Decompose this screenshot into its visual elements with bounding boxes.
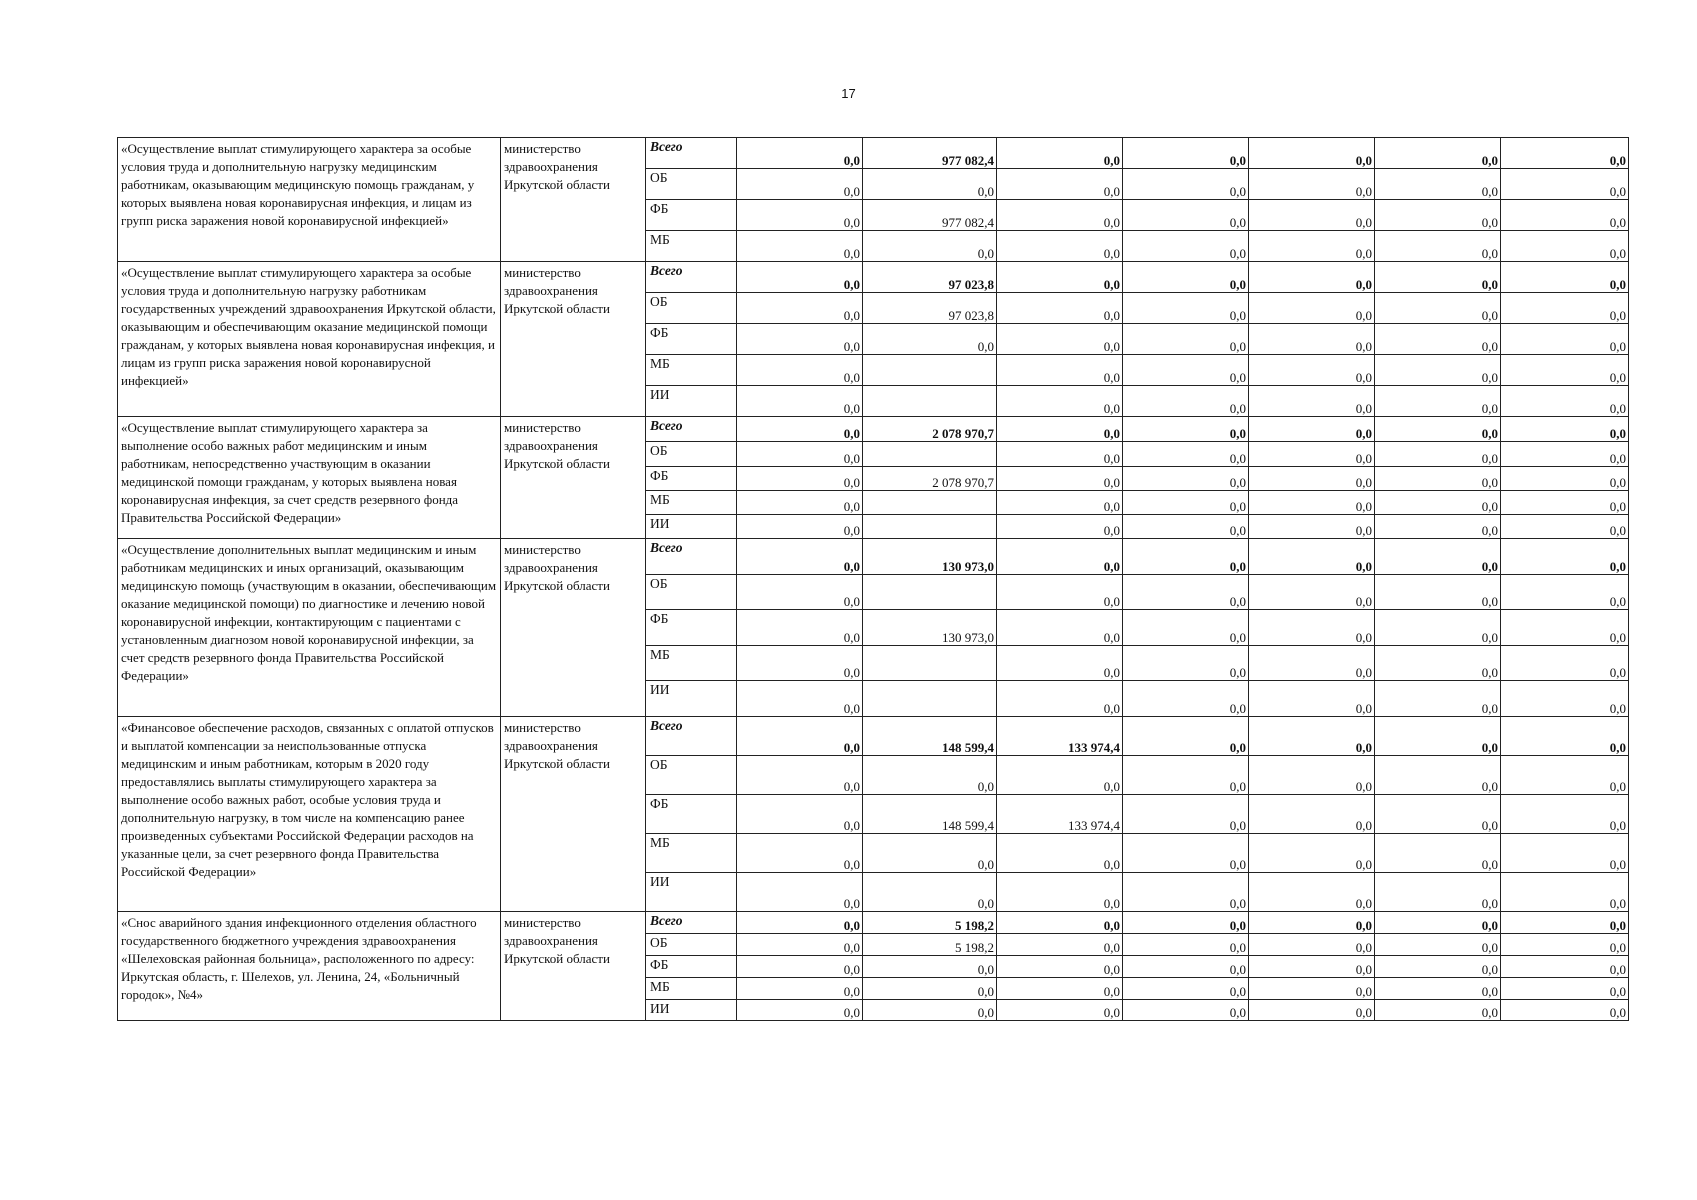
amount-cell: 0,0 [1501,515,1629,539]
funding-source: МБ [646,834,737,873]
amount-cell: 0,0 [1249,293,1375,324]
amount-cell: 0,0 [1375,417,1501,442]
page-number: 17 [841,86,856,101]
amount-cell: 0,0 [737,467,863,491]
amount-cell: 0,0 [1375,646,1501,681]
amount-cell: 0,0 [1249,231,1375,262]
amount-cell: 0,0 [1123,467,1249,491]
amount-cell: 0,0 [1123,491,1249,515]
amount-cell: 0,0 [1123,515,1249,539]
funding-source: МБ [646,355,737,386]
amount-cell: 0,0 [1501,386,1629,417]
amount-cell: 0,0 [1501,138,1629,169]
amount-cell: 0,0 [737,934,863,956]
amount-cell: 0,0 [1249,873,1375,912]
amount-cell: 0,0 [1375,324,1501,355]
amount-cell: 0,0 [997,610,1123,646]
amount-cell: 0,0 [1501,912,1629,934]
amount-cell: 0,0 [737,1000,863,1021]
measure-description: «Осуществление дополнительных выплат медицинским и иным работникам медицинских и иных организаций, оказывающим медицинскую помощь (участвующим в оказании, обеспечивающим оказание медицинской помощи) по диагностике и лечению новой коронавирусной инфекции, контактирующим с пациентами с установленным диагнозом новой коронавирусной инфекции, за счет средств резервного фонда Правительства Российской Федерации» [118,539,501,717]
amount-cell: 0,0 [1123,1000,1249,1021]
funding-source: ОБ [646,442,737,467]
amount-cell: 0,0 [1501,293,1629,324]
amount-cell: 0,0 [1501,491,1629,515]
amount-cell: 0,0 [863,956,997,978]
amount-cell: 0,0 [1501,467,1629,491]
amount-cell: 0,0 [997,200,1123,231]
amount-cell: 0,0 [1501,231,1629,262]
amount-cell: 0,0 [1249,756,1375,795]
amount-cell: 0,0 [1249,262,1375,293]
amount-cell: 0,0 [737,200,863,231]
funding-source: ФБ [646,956,737,978]
amount-cell: 0,0 [737,491,863,515]
amount-cell: 0,0 [1123,795,1249,834]
amount-cell: 0,0 [1249,324,1375,355]
amount-cell: 0,0 [1249,491,1375,515]
measure-description: «Финансовое обеспечение расходов, связанных с оплатой отпусков и выплатой компенсации за неиспользованные отпуска медицинским и иным работникам, которым в 2020 году предоставлялись выплаты стимулирующего характера за выполнение особо важных работ, особые условия труда и дополнительную нагрузку, в том числе на компенсацию ранее произведенных субъектами Российской Федерации расходов на указанные цели, за счет резервного фонда Правительства Российской Федерации» [118,717,501,912]
amount-cell [863,575,997,610]
amount-cell: 0,0 [1501,834,1629,873]
amount-cell: 0,0 [1249,442,1375,467]
table-row [118,417,1629,442]
funding-source: ИИ [646,386,737,417]
amount-cell: 0,0 [1501,956,1629,978]
amount-cell: 97 023,8 [863,293,997,324]
amount-cell: 0,0 [997,442,1123,467]
amount-cell: 0,0 [1375,681,1501,717]
amount-cell: 133 974,4 [997,717,1123,756]
amount-cell: 0,0 [1501,539,1629,575]
amount-cell: 0,0 [737,717,863,756]
amount-cell: 0,0 [997,873,1123,912]
amount-cell: 0,0 [1501,646,1629,681]
amount-cell: 0,0 [1123,575,1249,610]
amount-cell: 0,0 [737,681,863,717]
responsible-organization: министерство здравоохранения Иркутской области [501,417,646,539]
funding-source: ФБ [646,467,737,491]
amount-cell: 0,0 [1501,795,1629,834]
amount-cell: 0,0 [997,417,1123,442]
amount-cell: 0,0 [1501,1000,1629,1021]
amount-cell: 0,0 [997,515,1123,539]
amount-cell: 0,0 [1123,539,1249,575]
amount-cell: 0,0 [863,324,997,355]
measure-description: «Снос аварийного здания инфекционного отделения областного государственного бюджетного учреждения здравоохранения «Шелеховская районная больница», расположенного по адресу: Иркутская область, г. Шелехов, ул. Ленина, 24, «Больничный городок», №4» [118,912,501,1021]
amount-cell: 0,0 [1501,756,1629,795]
funding-source: ИИ [646,515,737,539]
amount-cell: 0,0 [1501,169,1629,200]
funding-source: МБ [646,646,737,681]
amount-cell: 97 023,8 [863,262,997,293]
amount-cell: 0,0 [1123,756,1249,795]
amount-cell: 0,0 [1249,138,1375,169]
amount-cell: 0,0 [1123,646,1249,681]
amount-cell: 0,0 [1501,262,1629,293]
amount-cell: 0,0 [997,834,1123,873]
funding-source: МБ [646,231,737,262]
amount-cell: 0,0 [1501,417,1629,442]
amount-cell: 977 082,4 [863,200,997,231]
amount-cell: 0,0 [1123,912,1249,934]
amount-cell: 0,0 [1375,293,1501,324]
amount-cell: 133 974,4 [997,795,1123,834]
amount-cell: 0,0 [1123,200,1249,231]
amount-cell: 0,0 [1375,539,1501,575]
amount-cell: 148 599,4 [863,717,997,756]
responsible-organization: министерство здравоохранения Иркутской области [501,539,646,717]
amount-cell: 0,0 [1375,912,1501,934]
amount-cell: 0,0 [1249,467,1375,491]
table-row [118,262,1629,293]
amount-cell [863,355,997,386]
amount-cell: 0,0 [1375,138,1501,169]
amount-cell: 0,0 [1501,978,1629,1000]
responsible-organization: министерство здравоохранения Иркутской области [501,138,646,262]
amount-cell: 5 198,2 [863,934,997,956]
funding-source: Всего [646,417,737,442]
amount-cell: 0,0 [737,575,863,610]
amount-cell: 0,0 [1249,1000,1375,1021]
amount-cell: 0,0 [1123,873,1249,912]
amount-cell: 0,0 [997,978,1123,1000]
amount-cell: 0,0 [1123,681,1249,717]
amount-cell: 0,0 [1123,386,1249,417]
amount-cell: 0,0 [1375,873,1501,912]
amount-cell: 0,0 [737,442,863,467]
amount-cell: 0,0 [737,355,863,386]
funding-source: ИИ [646,873,737,912]
table-row [118,138,1629,169]
amount-cell: 0,0 [1249,169,1375,200]
amount-cell: 0,0 [1375,934,1501,956]
funding-source: Всего [646,262,737,293]
amount-cell: 0,0 [997,491,1123,515]
amount-cell: 0,0 [1375,262,1501,293]
amount-cell: 0,0 [1375,515,1501,539]
amount-cell: 0,0 [737,539,863,575]
amount-cell: 0,0 [1123,978,1249,1000]
amount-cell: 0,0 [737,293,863,324]
amount-cell: 0,0 [1375,575,1501,610]
amount-cell: 0,0 [1249,610,1375,646]
amount-cell: 0,0 [863,169,997,200]
amount-cell: 0,0 [997,934,1123,956]
amount-cell: 0,0 [1375,610,1501,646]
amount-cell: 0,0 [997,575,1123,610]
amount-cell [863,646,997,681]
amount-cell: 0,0 [1375,956,1501,978]
amount-cell: 0,0 [863,756,997,795]
amount-cell: 0,0 [1123,934,1249,956]
amount-cell: 0,0 [1375,169,1501,200]
amount-cell: 0,0 [737,646,863,681]
amount-cell: 0,0 [997,231,1123,262]
amount-cell: 0,0 [1375,1000,1501,1021]
table-row [118,912,1629,934]
amount-cell: 0,0 [1375,717,1501,756]
measure-description: «Осуществление выплат стимулирующего характера за особые условия труда и дополнительную нагрузку медицинским работникам, оказывающим медицинскую помощь гражданам, у которых выявлена новая коронавирусная инфекция, и лицам из групп риска заражения новой коронавирусной инфекцией» [118,138,501,262]
amount-cell: 0,0 [863,834,997,873]
amount-cell: 0,0 [1123,231,1249,262]
amount-cell: 0,0 [1375,491,1501,515]
amount-cell: 0,0 [1123,834,1249,873]
amount-cell: 0,0 [737,978,863,1000]
table-row [118,539,1629,575]
amount-cell: 0,0 [1375,386,1501,417]
amount-cell: 0,0 [1501,681,1629,717]
funding-source: ОБ [646,934,737,956]
amount-cell: 130 973,0 [863,539,997,575]
amount-cell: 0,0 [1501,324,1629,355]
amount-cell: 0,0 [997,169,1123,200]
amount-cell: 0,0 [1249,681,1375,717]
amount-cell: 0,0 [737,610,863,646]
amount-cell: 0,0 [737,231,863,262]
amount-cell: 0,0 [1375,355,1501,386]
responsible-organization: министерство здравоохранения Иркутской области [501,912,646,1021]
amount-cell: 0,0 [1375,978,1501,1000]
amount-cell: 0,0 [1375,756,1501,795]
funding-source: Всего [646,912,737,934]
amount-cell: 0,0 [1501,934,1629,956]
amount-cell: 0,0 [1249,539,1375,575]
amount-cell: 0,0 [863,978,997,1000]
amount-cell: 0,0 [997,355,1123,386]
amount-cell: 0,0 [1249,978,1375,1000]
amount-cell: 0,0 [863,873,997,912]
amount-cell: 0,0 [1123,355,1249,386]
amount-cell: 0,0 [1123,324,1249,355]
measure-description: «Осуществление выплат стимулирующего характера за особые условия труда и дополнительную нагрузку работникам государственных учреждений здравоохранения Иркутской области, оказывающим и обеспечивающим оказание медицинской помощи гражданам, у которых выявлена новая коронавирусная инфекция, и лицам из групп риска заражения новой коронавирусной инфекцией» [118,262,501,417]
amount-cell: 0,0 [1375,467,1501,491]
amount-cell: 0,0 [1249,646,1375,681]
funding-source: ИИ [646,681,737,717]
amount-cell: 2 078 970,7 [863,467,997,491]
funding-source: Всего [646,717,737,756]
amount-cell: 0,0 [1375,200,1501,231]
amount-cell: 0,0 [1249,834,1375,873]
amount-cell: 0,0 [997,324,1123,355]
amount-cell: 0,0 [997,1000,1123,1021]
amount-cell: 0,0 [1123,138,1249,169]
responsible-organization: министерство здравоохранения Иркутской области [501,262,646,417]
amount-cell: 0,0 [1501,873,1629,912]
amount-cell: 0,0 [737,912,863,934]
budget-table [117,137,1629,1021]
amount-cell: 0,0 [737,515,863,539]
amount-cell: 0,0 [737,834,863,873]
amount-cell: 5 198,2 [863,912,997,934]
funding-source: Всего [646,539,737,575]
funding-source: ОБ [646,169,737,200]
funding-source: ОБ [646,575,737,610]
amount-cell [863,491,997,515]
amount-cell: 0,0 [1501,200,1629,231]
amount-cell: 0,0 [1123,717,1249,756]
amount-cell: 0,0 [737,324,863,355]
funding-source: МБ [646,978,737,1000]
amount-cell: 0,0 [1123,442,1249,467]
amount-cell: 0,0 [997,646,1123,681]
amount-cell: 0,0 [1123,262,1249,293]
amount-cell: 0,0 [863,1000,997,1021]
amount-cell: 0,0 [1249,515,1375,539]
funding-source: ФБ [646,795,737,834]
amount-cell: 0,0 [1375,442,1501,467]
amount-cell: 0,0 [1123,417,1249,442]
amount-cell: 0,0 [1501,717,1629,756]
amount-cell [863,515,997,539]
amount-cell: 0,0 [1501,355,1629,386]
amount-cell: 0,0 [1249,795,1375,834]
amount-cell: 0,0 [997,293,1123,324]
amount-cell: 0,0 [1501,575,1629,610]
amount-cell [863,442,997,467]
amount-cell: 0,0 [997,681,1123,717]
amount-cell: 0,0 [997,262,1123,293]
amount-cell: 0,0 [737,873,863,912]
amount-cell: 0,0 [997,138,1123,169]
amount-cell: 0,0 [997,539,1123,575]
funding-source: Всего [646,138,737,169]
amount-cell: 0,0 [1375,231,1501,262]
amount-cell: 977 082,4 [863,138,997,169]
amount-cell: 0,0 [737,417,863,442]
amount-cell: 0,0 [1123,293,1249,324]
responsible-organization: министерство здравоохранения Иркутской области [501,717,646,912]
amount-cell: 0,0 [737,138,863,169]
amount-cell: 0,0 [737,169,863,200]
amount-cell: 2 078 970,7 [863,417,997,442]
amount-cell: 0,0 [863,231,997,262]
amount-cell: 0,0 [1249,956,1375,978]
amount-cell: 0,0 [1249,934,1375,956]
amount-cell: 148 599,4 [863,795,997,834]
amount-cell: 0,0 [997,912,1123,934]
measure-description: «Осуществление выплат стимулирующего характера за выполнение особо важных работ медицинским и иным работникам, непосредственно участвующим в оказании медицинской помощи гражданам, у которых выявлена новая коронавирусная инфекция, за счет средств резервного фонда Правительства Российской Федерации» [118,417,501,539]
amount-cell: 0,0 [1249,355,1375,386]
amount-cell: 0,0 [1249,386,1375,417]
amount-cell: 0,0 [1501,610,1629,646]
amount-cell: 0,0 [997,756,1123,795]
amount-cell: 0,0 [737,795,863,834]
funding-source: ИИ [646,1000,737,1021]
amount-cell: 130 973,0 [863,610,997,646]
amount-cell [863,386,997,417]
amount-cell: 0,0 [1375,834,1501,873]
amount-cell: 0,0 [997,956,1123,978]
amount-cell: 0,0 [1501,442,1629,467]
amount-cell: 0,0 [1249,417,1375,442]
amount-cell: 0,0 [997,386,1123,417]
amount-cell: 0,0 [1123,956,1249,978]
amount-cell [863,681,997,717]
funding-source: МБ [646,491,737,515]
amount-cell: 0,0 [737,386,863,417]
funding-source: ФБ [646,200,737,231]
amount-cell: 0,0 [1249,717,1375,756]
amount-cell: 0,0 [1249,200,1375,231]
funding-source: ОБ [646,293,737,324]
table-row [118,717,1629,756]
amount-cell: 0,0 [1249,912,1375,934]
funding-source: ОБ [646,756,737,795]
amount-cell: 0,0 [1249,575,1375,610]
amount-cell: 0,0 [1375,795,1501,834]
amount-cell: 0,0 [1123,610,1249,646]
funding-source: ФБ [646,610,737,646]
amount-cell: 0,0 [737,262,863,293]
amount-cell: 0,0 [997,467,1123,491]
amount-cell: 0,0 [737,956,863,978]
amount-cell: 0,0 [737,756,863,795]
amount-cell: 0,0 [1123,169,1249,200]
funding-source: ФБ [646,324,737,355]
